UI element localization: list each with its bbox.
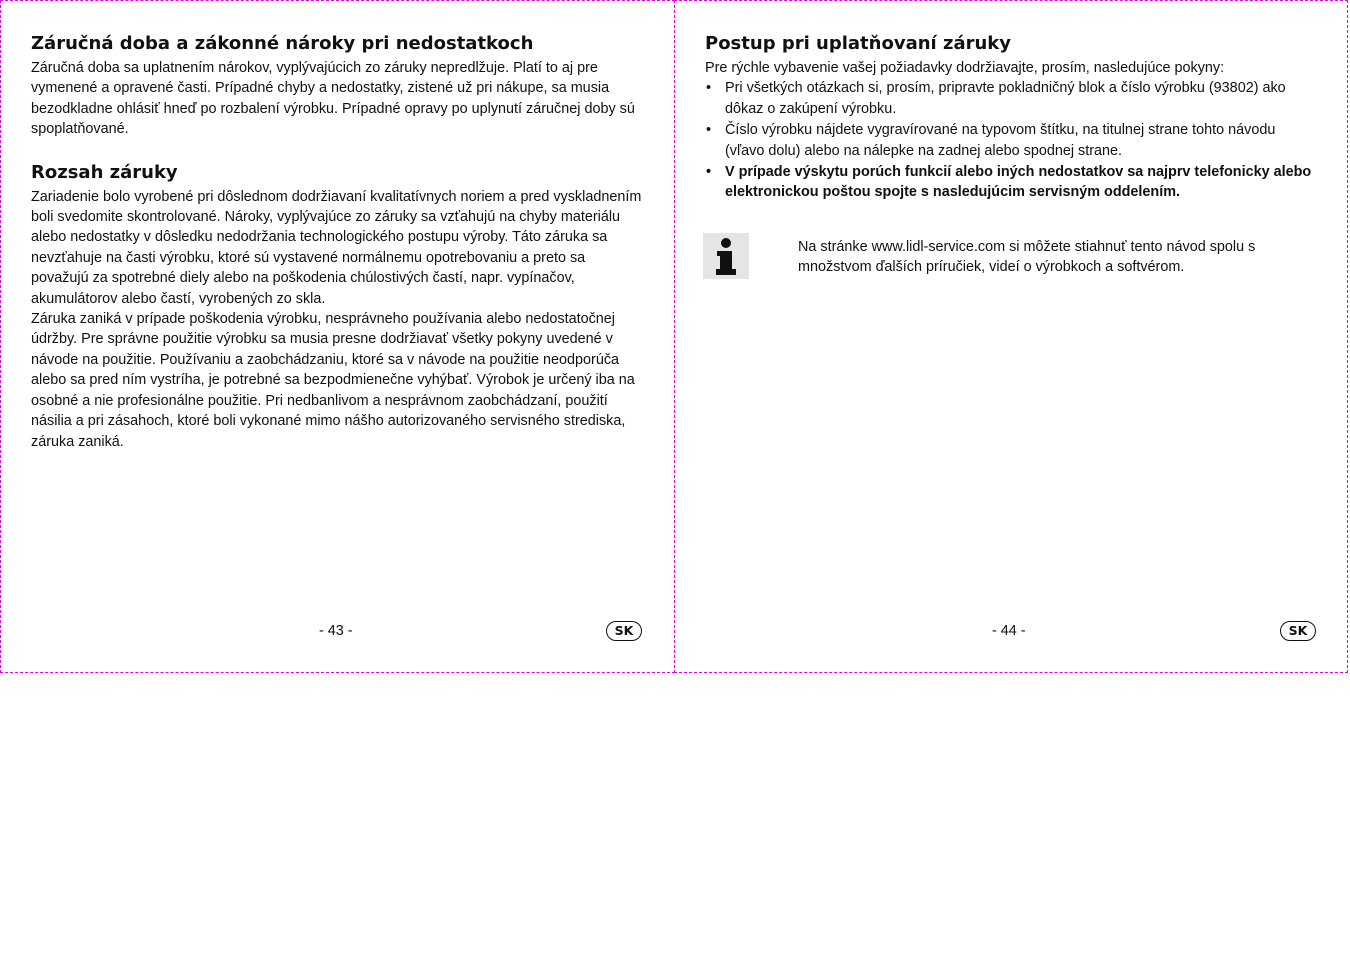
section-title-warranty-period: Záručná doba a zákonné nároky pri nedostatkoch bbox=[31, 33, 534, 54]
list-item: • Číslo výrobku nájdete vygravírované na typovom štítku, na titulnej strane tohto návodu (vľavo dolu) alebo na nálepke na zadnej alebo spodnej strane. bbox=[705, 120, 1317, 161]
info-text: Na stránke www.lidl-service.com si môžete stiahnuť tento návod spolu s množstvom ďalších príručiek, videí o výrobkoch a softvérom. bbox=[798, 238, 1256, 276]
spacer bbox=[31, 140, 643, 160]
section-title-warranty-procedure: Postup pri uplatňovaní záruky bbox=[705, 33, 1011, 54]
warranty-scope-paragraph-2: Záruka zaniká v prípade poškodenia výrobku, nesprávneho používania alebo nedostatočnej údržby. Pre správne použitie výrobku sa musia presne dodržiavať všetky pokyny uvedené v návode na použitie. Používaniu a zaobchádzaniu, ktoré sa v návode na použitie neodporúča alebo sa pred ním vystríha, je potrebné sa bezpodmienečne vyhýbať. Výrobok je určený iba na osobné a nie profesionálne použitie. Pri nedbanlivom a nesprávnom zaobchádzaní, použití násilia a pri zásahoch, ktoré boli vykonané mimo nášho autorizovaného servisného strediska, záruka zaniká. bbox=[31, 311, 635, 450]
procedure-intro: Pre rýchle vybavenie vašej požiadavky dodržiavajte, prosím, nasledujúce pokyny: bbox=[705, 60, 1225, 76]
warranty-scope-paragraph-1: Zariadenie bolo vyrobené pri dôslednom dodržiavaní kvalitatívnych noriem a pred vyskladnením boli svedomite skontrolované. Nároky, vyplývajúce zo záruky sa vzťahujú na chyby materiálu alebo nedostatky v dôsledku nedodržania technologického postupu výroby. Táto záruka sa nevzťahuje na časti výrobku, ktoré sú vystavené normálnemu opotrebovaniu a preto sa považujú za spotrebné diely alebo na poškodenia chúlostivých častí, napr. vypínačov, akumulátorov alebo častí, vyrobených zo skla. bbox=[31, 188, 642, 307]
page-number: - 43 - bbox=[319, 623, 353, 639]
procedure-list bbox=[705, 78, 1317, 202]
info-icon bbox=[703, 233, 749, 279]
language-badge: SK bbox=[1280, 621, 1316, 641]
list-item: • Pri všetkých otázkach si, prosím, pripravte pokladničný blok a číslo výrobku (93802) ako dôkaz o zakúpení výrobku. bbox=[705, 78, 1317, 119]
info-box bbox=[705, 233, 1317, 283]
list-item: • V prípade výskytu porúch funkcií alebo iných nedostatkov sa najprv telefonicky alebo elektronickou poštou spojte s nasledujúcim servisným oddelením. bbox=[705, 162, 1317, 203]
section-title-warranty-scope: Rozsah záruky bbox=[31, 161, 178, 183]
page-number: - 44 - bbox=[992, 623, 1026, 639]
left-page bbox=[0, 0, 675, 673]
language-badge: SK bbox=[606, 621, 642, 641]
right-page-content bbox=[705, 31, 1317, 283]
warranty-period-text: Záručná doba sa uplatnením nárokov, vyplývajúcich zo záruky nepredlžuje. Platí to aj pre vymenené a opravené časti. Prípadné chyby a nedostatky, zistené už pri nákupe, sa musia bezodkladne ohlásiť hneď po rozbalení výrobku. Prípadné opravy po uplynutí záručnej doby sú spoplatňované. bbox=[31, 60, 635, 138]
right-page bbox=[674, 0, 1348, 673]
left-page-content bbox=[31, 31, 643, 452]
